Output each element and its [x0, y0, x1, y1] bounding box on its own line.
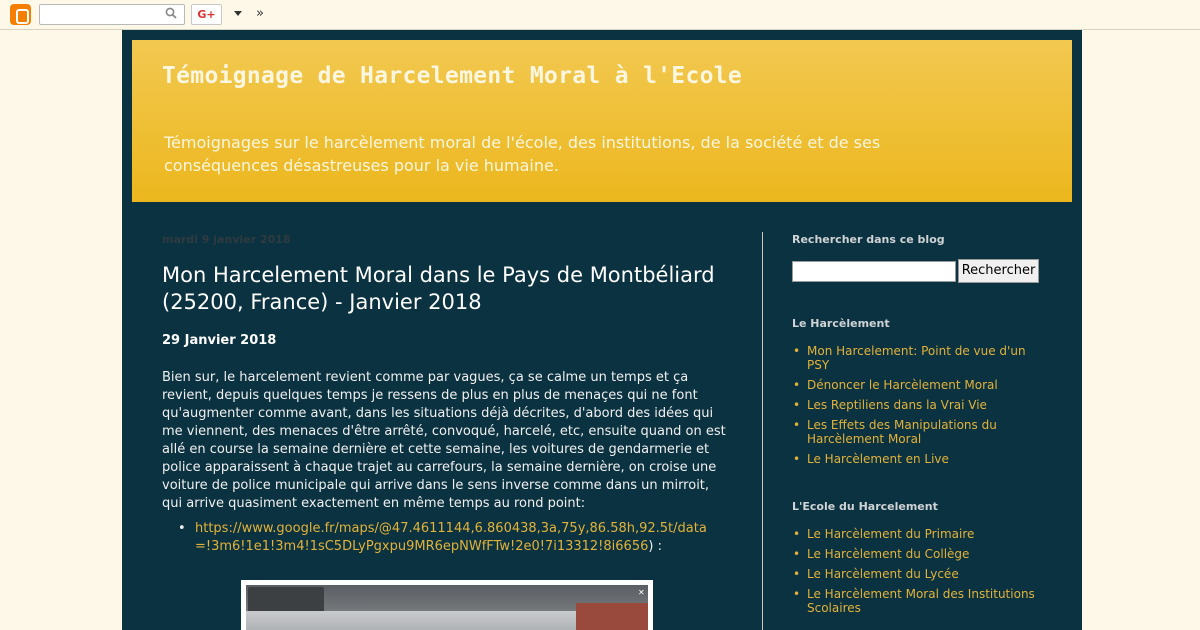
post-body: Bien sur, le harcelement revient comme par vagues, ça se calme un temps et ça revient, depuis quelques temps je ressens de plus en plus de menaçes qui ne font qu'augmenter comme avant, dans les situations déjà décrites, d'abord des idées qui me viennent, des menaces d'être arrêté, convoqué, harcelé, etc, ensuite quand on est allé en course la semaine dernière et cette semaine, les voitures de gendarmerie et police apparaissent à chaque trajet au carrefours, la semaine dernière, on croise une voiture de police municipale qui arrive dans le sens inverse comme dans un mirroit, qui arrive quasiment exactement en même temps au rond point: [162, 370, 726, 511]
sidebar-item[interactable] [792, 527, 1042, 541]
bullet: • [178, 521, 186, 536]
search-button[interactable]: Rechercher [958, 259, 1039, 283]
sidebar-item[interactable] [792, 547, 1042, 561]
sidebar-search-heading: Rechercher dans ce blog [792, 233, 945, 246]
column-divider [762, 232, 763, 630]
post-title[interactable]: Mon Harcelement Moral dans le Pays de Montbéliard (25200, France) - Janvier 2018 [162, 263, 715, 314]
sidebar-item[interactable] [792, 418, 1042, 446]
street-view-info-card [248, 587, 324, 613]
sidebar-item[interactable] [792, 398, 1042, 412]
street-view-image [246, 585, 648, 630]
blog-title[interactable]: Témoignage de Harcelement Moral à l'Ecole [162, 63, 743, 89]
chevron-down-icon[interactable] [234, 11, 242, 16]
search-icon[interactable] [165, 7, 177, 19]
sidebar-link[interactable]: Les Reptiliens dans la Vrai Vie [807, 398, 987, 412]
search-input[interactable] [792, 261, 956, 282]
sidebar-heading-ecole: L'Ecole du Harcelement [792, 500, 938, 513]
sidebar-item[interactable] [792, 378, 1042, 392]
sidebar-list-harcelement [792, 344, 1042, 472]
sidebar-link[interactable]: Le Harcèlement du Primaire [807, 527, 975, 541]
sidebar-link[interactable]: Mon Harcelement: Point de vue d'un PSY [807, 344, 1026, 372]
more-link[interactable]: » [256, 6, 264, 21]
maps-link[interactable]: https://www.google.fr/maps/@47.4611144,6.860438,3a,75y,86.58h,92.5t/data=!3m6!1e1!3m4!1sC5DLyPgxpu9MR6epNWfFTw!2e0!7i13312!8i6656 [195, 521, 707, 554]
sidebar-link[interactable]: Dénoncer le Harcèlement Moral [807, 378, 998, 392]
sidebar-link[interactable]: Le Harcèlement du Collège [807, 547, 970, 561]
sidebar-item[interactable] [792, 452, 1042, 466]
street-view-house [576, 603, 648, 630]
post-date: 29 Janvier 2018 [162, 333, 277, 348]
post-image[interactable] [241, 580, 653, 630]
navbar-search-input[interactable] [39, 4, 185, 25]
post-link-suffix: ) : [648, 539, 662, 554]
blog-description: Témoignages sur le harcèlement moral de l'école, des institutions, de la société et de ses conséquences désastreuses pour la vie humaine. [164, 133, 881, 175]
blogger-icon[interactable] [10, 4, 31, 25]
sidebar-item[interactable] [792, 344, 1042, 372]
close-icon: ✕ [638, 588, 645, 597]
navbar [0, 0, 1200, 30]
date-header: mardi 9 janvier 2018 [162, 233, 291, 246]
sidebar-link[interactable]: Les Effets des Manipulations du Harcèlement Moral [807, 418, 997, 446]
google-plus-button[interactable]: G+ [191, 4, 222, 25]
sidebar-list-ecole [792, 527, 1042, 621]
sidebar-item[interactable] [792, 587, 1042, 615]
sidebar-link[interactable]: Le Harcèlement du Lycée [807, 567, 959, 581]
post-link-text [195, 520, 715, 556]
sidebar-heading-harcelement: Le Harcèlement [792, 317, 890, 330]
sidebar-link[interactable]: Le Harcèlement Moral des Institutions Scolaires [807, 587, 1035, 615]
sidebar-item[interactable] [792, 567, 1042, 581]
sidebar-link[interactable]: Le Harcèlement en Live [807, 452, 949, 466]
